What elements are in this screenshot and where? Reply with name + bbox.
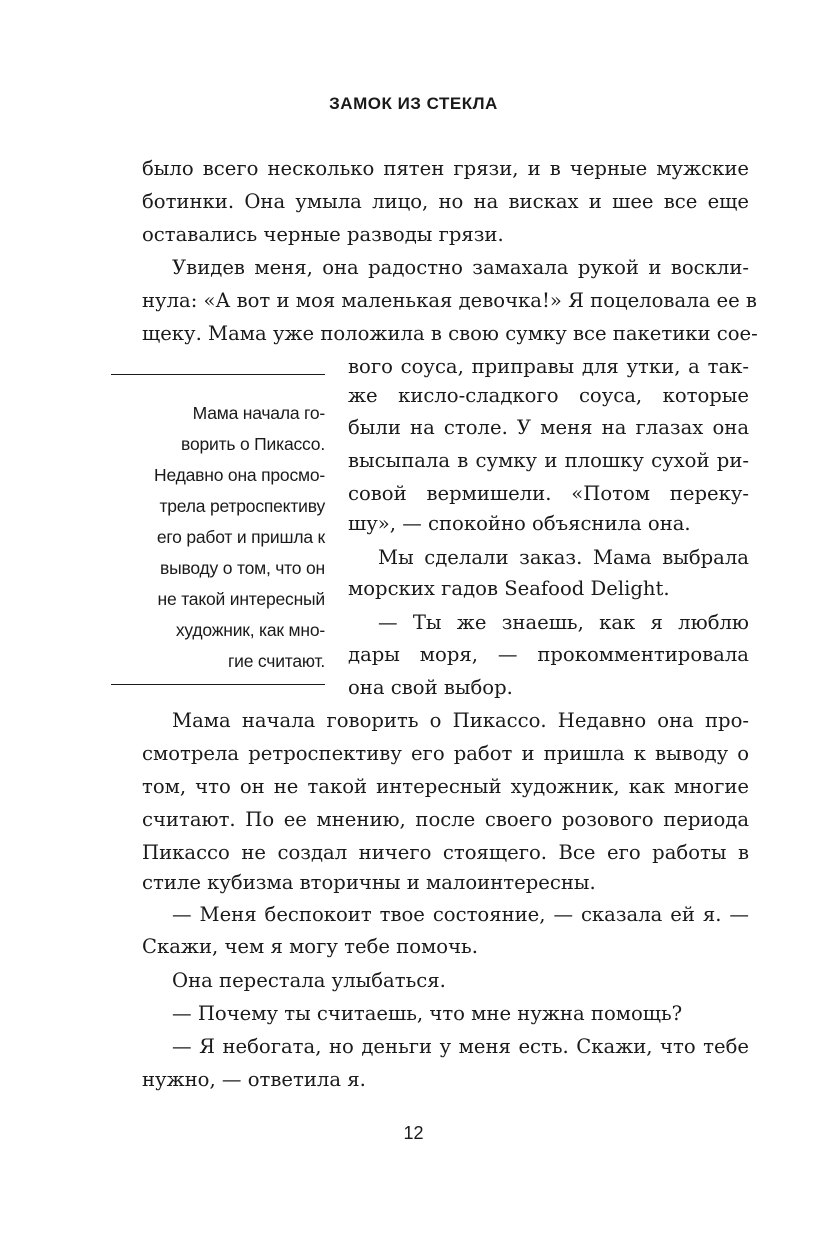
running-head-title: ЗАМОК ИЗ СТЕКЛА <box>329 94 498 113</box>
body-line: ботинки. Она умыла лицо, но на висках и шее все еще <box>142 190 749 213</box>
body-line: она свой выбор. <box>348 676 513 699</box>
body-line: вого соуса, приправы для утки, а так- <box>348 355 749 378</box>
body-line: высыпала в сумку и плошку сухой ри- <box>348 449 749 472</box>
body-line: было всего несколько пятен грязи, и в черные мужские <box>142 157 749 180</box>
body-line: Мы сделали заказ. Мама выбрала <box>378 546 749 569</box>
body-line: — Почему ты считаешь, что мне нужна помощь? <box>172 1002 683 1025</box>
body-line: том, что он не такой интересный художник, как многие <box>142 775 749 798</box>
body-line: нужно, — ответила я. <box>142 1068 366 1091</box>
body-line: дары моря, — прокомментировала <box>348 643 749 666</box>
body-line: смотрела ретроспективу его работ и пришла к выводу о <box>142 742 749 765</box>
page-number: 12 <box>403 1123 424 1143</box>
body-line: Она перестала улыбаться. <box>172 969 446 992</box>
pull-quote-line: выводу о том, что он <box>160 558 325 578</box>
body-line: оставались черные разводы грязи. <box>142 223 504 246</box>
body-line: шу», — спокойно объяснила она. <box>348 512 691 535</box>
body-line: морских гадов Seafood Delight. <box>348 577 670 600</box>
pull-quote-line: художник, как мно- <box>175 620 325 640</box>
pull-quote-line: ворить о Пикассо. <box>181 434 325 454</box>
pull-quote-line: его работ и пришла к <box>156 527 325 547</box>
body-line: были на столе. У меня на глазах она <box>348 416 749 439</box>
body-line: стиле кубизма вторичны и малоинтересны. <box>142 871 596 894</box>
pull-quote-line: Недавно она просмо- <box>154 465 325 485</box>
pull-quote-top-rule <box>111 374 325 375</box>
body-line: же кисло-сладкого соуса, которые <box>348 384 749 407</box>
body-line: Мама начала говорить о Пикассо. Недавно она про- <box>172 709 749 732</box>
pull-quote-line: Мама начала го- <box>192 403 325 423</box>
body-line: Скажи, чем я могу тебе помочь. <box>142 935 478 958</box>
pull-quote-line: не такой интересный <box>157 589 325 609</box>
pull-quote-bottom-rule <box>111 684 325 685</box>
body-line: — Я небогата, но деньги у меня есть. Скажи, что тебе <box>172 1035 749 1058</box>
body-line: — Меня беспокоит твое состояние, — сказала ей я. — <box>172 903 749 926</box>
body-line: щеку. Мама уже положила в свою сумку все пакетики сое- <box>142 322 758 345</box>
body-line: совой вермишели. «Потом переку- <box>348 482 749 505</box>
body-line: Пикассо не создал ничего стоящего. Все его работы в <box>142 841 749 864</box>
body-line: — Ты же знаешь, как я люблю <box>378 611 749 634</box>
pull-quote-line: трела ретроспективу <box>159 496 325 516</box>
body-line: считают. По ее мнению, после своего розового периода <box>142 808 749 831</box>
body-line: нула: «А вот и моя маленькая девочка!» Я поцеловала ее в <box>142 289 757 312</box>
body-line: Увидев меня, она радостно замахала рукой и воскли- <box>172 256 749 279</box>
pull-quote-line: гие считают. <box>227 651 325 671</box>
